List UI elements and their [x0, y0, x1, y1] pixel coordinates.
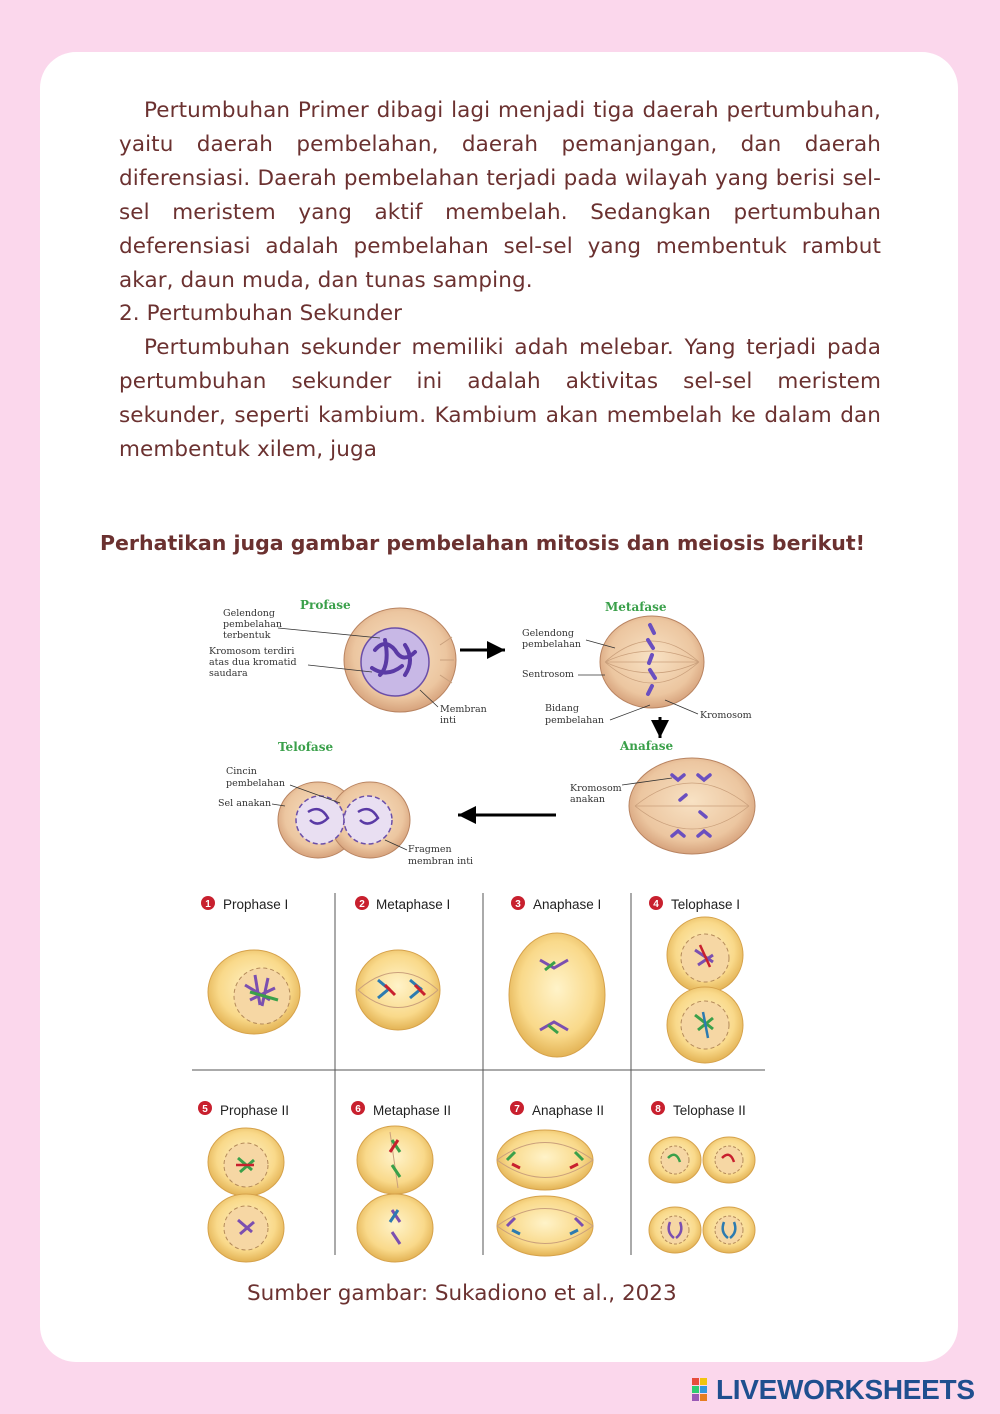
paragraph-secondary-growth: Pertumbuhan sekunder memiliki adah melebar. Yang terjadi pada pertumbuhan sekunder ini adalah aktivitas sel-sel meristem sekunder, seperti kambium. Kambium akan membelah ke dalam dan membentuk xilem, juga: [119, 335, 881, 463]
meiosis-diagram: [192, 893, 765, 1262]
mitosis-diagram: [209, 598, 755, 867]
svg-text:Telophase II: Telophase II: [673, 1103, 746, 1118]
svg-text:Metaphase II: Metaphase II: [373, 1103, 452, 1118]
svg-text:Kromosom: Kromosom: [700, 710, 752, 721]
svg-text:pembelahan: pembelahan: [223, 619, 283, 630]
svg-text:Anaphase II: Anaphase II: [532, 1103, 605, 1118]
svg-text:Fragmen: Fragmen: [408, 844, 452, 855]
telofase-cell: [278, 782, 410, 858]
svg-text:Anaphase I: Anaphase I: [533, 897, 602, 912]
svg-text:Prophase II: Prophase II: [220, 1103, 290, 1118]
svg-text:7: 7: [514, 1104, 520, 1115]
stage-label-1: [201, 896, 288, 912]
paragraph-primary-growth: Pertumbuhan Primer dibagi lagi menjadi tiga daerah pertumbuhan, yaitu daerah pembelahan, daerah pemanjangan, dan daerah diferensiasi. Daerah pembelahan terjadi pada wilayah yang berisi sel-sel meristem yang aktif membelah. Sedangkan pertumbuhan deferensiasi adalah pembelahan sel-sel yang membentuk rambut akar, daun muda, dan tunas samping.: [119, 98, 881, 293]
anafase-labels: [570, 783, 622, 805]
svg-text:3: 3: [515, 899, 521, 910]
footer-brand[interactable]: [692, 1374, 975, 1406]
svg-text:Membran: Membran: [440, 704, 487, 715]
label-profase: Profase: [300, 598, 351, 612]
svg-text:Sel anakan: Sel anakan: [218, 798, 272, 809]
svg-text:2: 2: [359, 899, 365, 910]
svg-text:Gelendong: Gelendong: [522, 628, 574, 639]
meiosis-cells-row1: [208, 917, 743, 1063]
stage-label-4: [649, 896, 740, 912]
svg-text:atas dua kromatid: atas dua kromatid: [209, 657, 297, 668]
meiosis-cells-row2: [208, 1126, 755, 1262]
svg-text:Metaphase I: Metaphase I: [376, 897, 451, 912]
svg-text:5: 5: [202, 1104, 208, 1115]
svg-text:8: 8: [655, 1104, 661, 1115]
svg-text:pembelahan: pembelahan: [522, 639, 582, 650]
footer-brand-text: LIVEWORKSHEETS: [716, 1374, 975, 1405]
label-metafase: Metafase: [605, 600, 667, 614]
svg-text:Bidang: Bidang: [545, 703, 579, 714]
figure-caption: Sumber gambar: Sukadiono et al., 2023: [247, 1281, 677, 1306]
svg-text:6: 6: [355, 1104, 361, 1115]
anafase-cell: [629, 758, 755, 854]
heading-secondary-growth: 2. Pertumbuhan Sekunder: [119, 301, 403, 327]
svg-text:membran inti: membran inti: [408, 856, 474, 867]
stage-label-5: [198, 1101, 289, 1118]
stage-label-3: [511, 896, 601, 912]
svg-text:Telophase I: Telophase I: [671, 897, 741, 912]
svg-text:Kromosom: Kromosom: [570, 783, 622, 794]
svg-text:Gelendong: Gelendong: [223, 608, 275, 619]
stage-label-2: [355, 896, 450, 912]
svg-text:anakan: anakan: [570, 794, 605, 805]
svg-text:terbentuk: terbentuk: [223, 630, 271, 641]
svg-text:4: 4: [653, 899, 659, 910]
svg-text:pembelahan: pembelahan: [226, 778, 286, 789]
stage-label-8: [651, 1101, 746, 1118]
svg-text:Prophase I: Prophase I: [223, 897, 289, 912]
stage-label-6: [351, 1101, 451, 1118]
svg-text:pembelahan: pembelahan: [545, 715, 605, 726]
instruction-text: Perhatikan juga gambar pembelahan mitosis dan meiosis berikut!: [100, 531, 866, 555]
svg-text:saudara: saudara: [209, 668, 248, 679]
stage-label-7: [510, 1101, 604, 1118]
svg-text:Kromosom terdiri: Kromosom terdiri: [209, 646, 295, 657]
svg-text:1: 1: [205, 899, 211, 910]
liveworksheets-logo-icon: [692, 1377, 716, 1403]
metafase-cell: [600, 616, 704, 708]
label-telofase: Telofase: [278, 740, 334, 754]
svg-text:inti: inti: [440, 715, 457, 726]
profase-cell: [344, 608, 456, 712]
svg-text:Sentrosom: Sentrosom: [522, 669, 574, 680]
label-anafase: Anafase: [620, 739, 674, 753]
svg-text:Cincin: Cincin: [226, 766, 257, 777]
